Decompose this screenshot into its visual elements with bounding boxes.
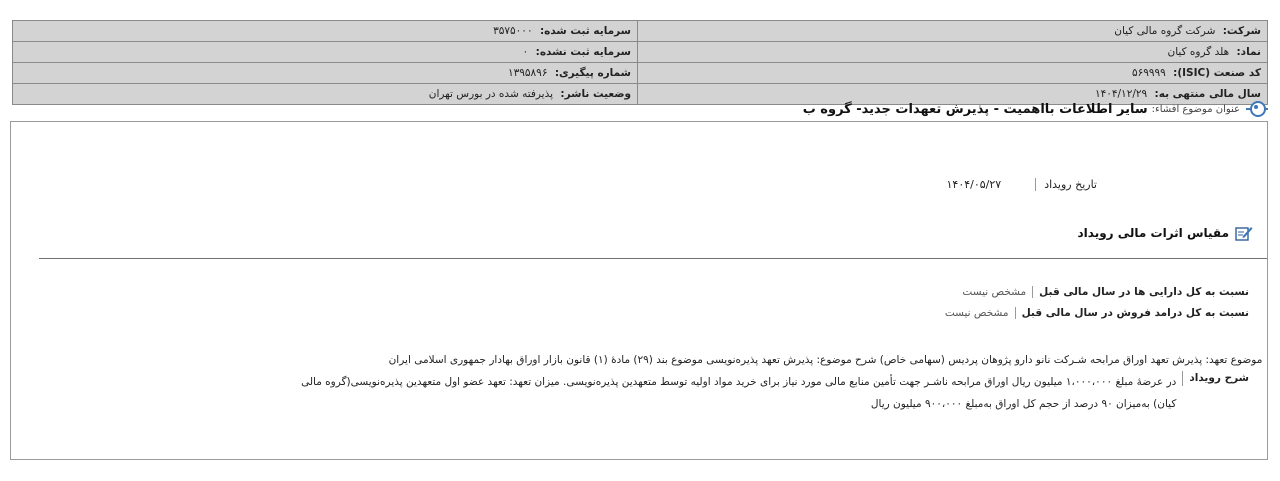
event-date-row: [947, 178, 1098, 191]
tracking-cell: [13, 63, 638, 84]
ratio-revenue-row: [945, 307, 1249, 319]
tracking-value: ۱۳۹۵۸۹۶: [507, 67, 548, 79]
capital-unregistered-label: سرمایه ثبت نشده:: [535, 46, 631, 58]
info-row: [13, 63, 1268, 84]
event-date-label: تاریخ رویداد: [1035, 178, 1097, 191]
isic-cell: [638, 63, 1268, 84]
tracking-label: شماره پیگیری:: [554, 67, 631, 79]
ratio-assets-row: [962, 286, 1249, 298]
publisher-status-value: پذیرفته شده در بورس تهران: [428, 88, 554, 100]
description-line: کیان) به‌میزان ۹۰ درصد از حجم کل اوراق به‌مبلغ ۹۰۰،۰۰۰ میلیون ریال: [870, 398, 1177, 410]
edit-icon: [1235, 225, 1253, 241]
capital-unregistered-cell: [13, 42, 638, 63]
isic-label-suffix: ):: [1173, 67, 1183, 79]
disclosure-subject: [803, 101, 1268, 117]
description-line: موضوع تعهد: پذیرش تعهد اوراق مرابحه شـرکت نانو دارو پژوهان پردیس (سهامی خاص) شرح موضوع: پذیرش تعهد پذیره‌نویسی موضوع بند (۲۹) مادهٔ (۱) قانون بازار اوراق بهادار جمهوری اسلامی ایران: [388, 354, 1263, 366]
event-description: [99, 349, 1263, 415]
fiscal-year-value: ۱۴۰۴/۱۲/۲۹: [1094, 88, 1148, 100]
financial-effects-heading: [1078, 225, 1253, 241]
event-date-value: ۱۴۰۴/۰۵/۲۷: [946, 178, 1002, 191]
ratio-assets-value: مشخص نیست: [962, 286, 1027, 298]
symbol-value: هلد گروه کیان: [1167, 46, 1230, 58]
isic-value: ۵۶۹۹۹۹: [1131, 67, 1166, 79]
isic-label-prefix: کد صنعت (: [1205, 67, 1261, 79]
capital-registered-label: سرمایه ثبت شده:: [539, 25, 631, 37]
symbol-label: نماد:: [1236, 46, 1261, 58]
capital-registered-cell: [13, 21, 638, 42]
info-row: [13, 21, 1268, 42]
subject-prefix: عنوان موضوع افشاء:: [1151, 103, 1240, 115]
event-panel: [10, 121, 1268, 460]
ratio-revenue-value: مشخص نیست: [944, 307, 1009, 319]
subject-title: سایر اطلاعات بااهمیت - پذیرش تعهدات جدید- گروه ب: [802, 101, 1148, 117]
company-label: شرکت:: [1222, 25, 1261, 37]
info-row: [13, 42, 1268, 63]
description-line: در عرضهٔ مبلغ ۱،۰۰۰،۰۰۰ میلیون ریال اوراق مرابحه ناشـر جهت تأمین منابع مالی مورد نیاز برای خرید مواد اولیه توسط متعهدین پذیره‌نویسی. میزان تعهد: تعهد عضو اول متعهدین پذیره‌نویسی(گروه مالی: [301, 376, 1177, 388]
company-value: شرکت گروه مالی کیان: [1114, 25, 1216, 37]
capital-registered-value: ۳۵۷۵۰۰۰: [493, 25, 533, 37]
section-divider: [39, 258, 1267, 259]
isic-label-code: ISIC: [1182, 67, 1206, 79]
target-icon: [1246, 101, 1268, 117]
company-info-table: [12, 20, 1268, 105]
event-description-label: شرح رویداد: [1182, 371, 1249, 386]
symbol-cell: [638, 42, 1268, 63]
financial-effects-title: مقیاس اثرات مالی رویداد: [1077, 226, 1229, 240]
ratio-assets-label: نسبت به کل دارایی ها در سال مالی قبل: [1032, 286, 1249, 298]
fiscal-year-label: سال مالی منتهی به:: [1154, 88, 1261, 100]
publisher-status-cell: [13, 84, 638, 105]
capital-unregistered-value: ۰: [522, 46, 529, 58]
ratio-revenue-label: نسبت به کل درامد فروش در سال مالی قبل: [1015, 307, 1249, 319]
company-cell: [638, 21, 1268, 42]
publisher-status-label: وضعیت ناشر:: [560, 88, 631, 100]
isic-label: [1173, 67, 1261, 79]
